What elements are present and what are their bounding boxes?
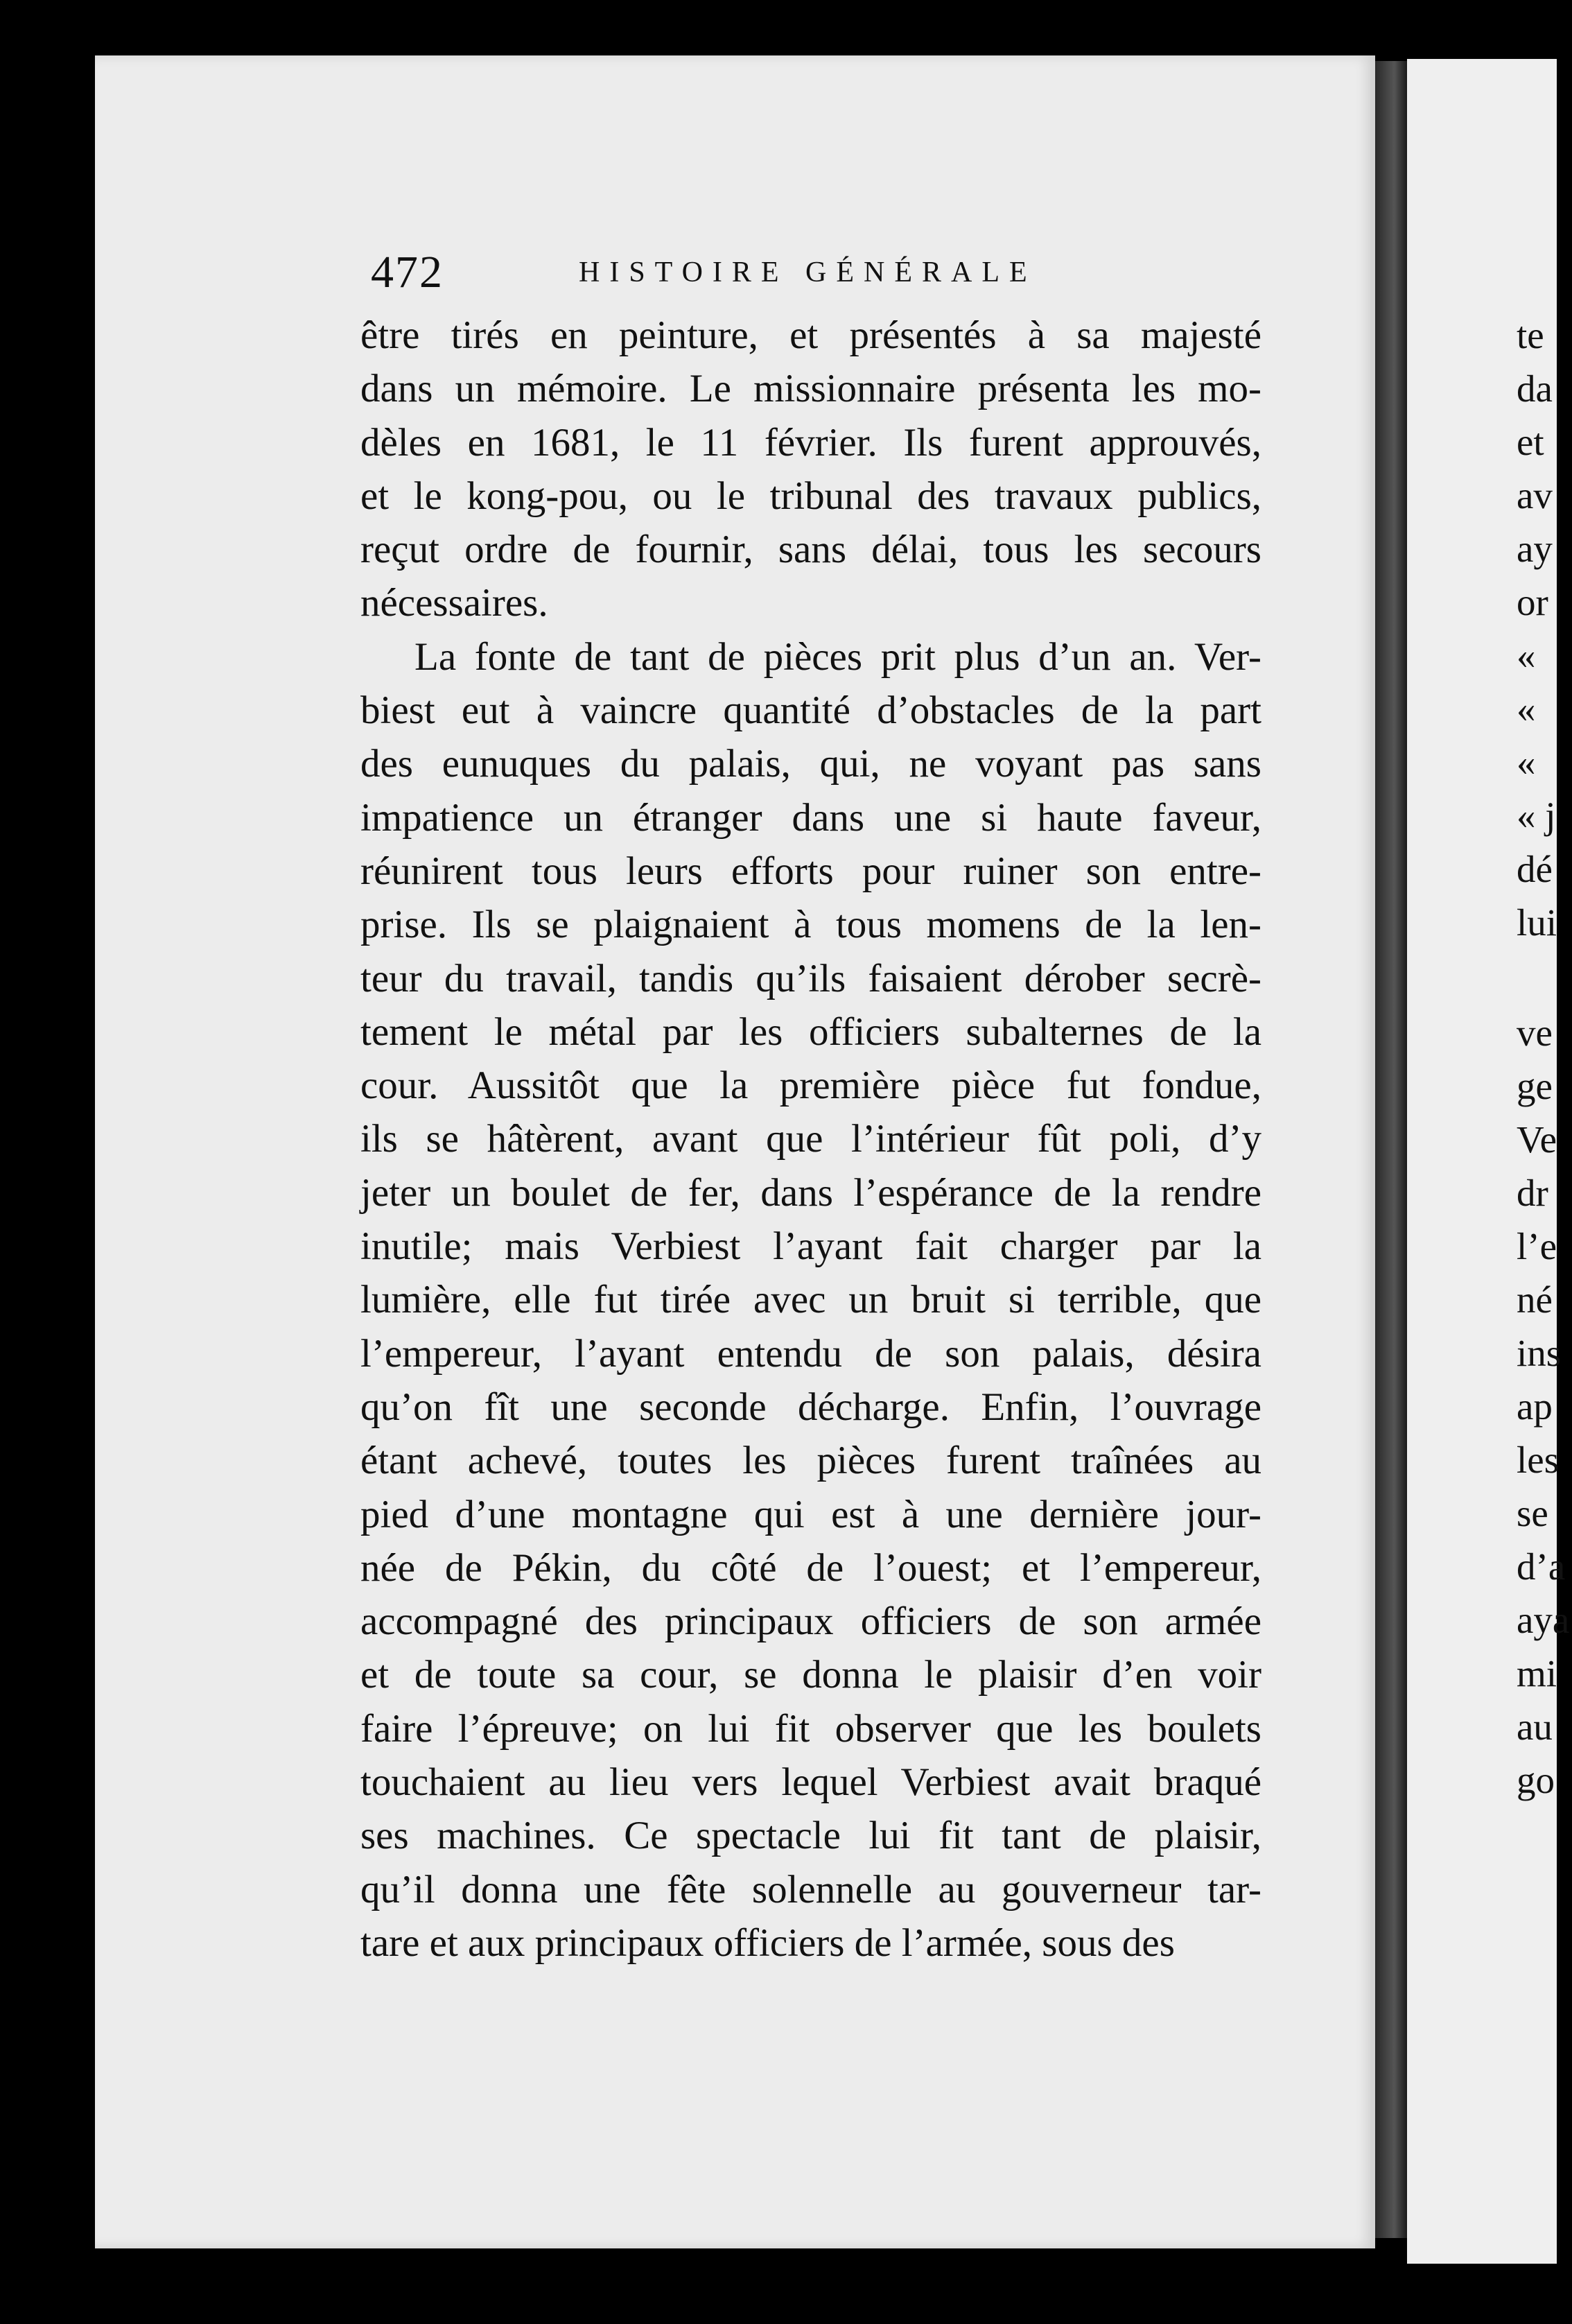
text-line: nécessaires. xyxy=(360,581,548,625)
text-line: être tirés en peinture, et présentés à sa majesté xyxy=(360,313,1261,357)
facing-page-fragment: go xyxy=(1517,1759,1555,1801)
body-text xyxy=(360,309,1261,1970)
page-header xyxy=(371,246,1099,295)
text-line: réunirent tous leurs efforts pour ruiner son entre- xyxy=(360,849,1261,893)
text-line: ils se hâtèrent, avant que l’intérieur fût poli, d’y xyxy=(360,1117,1261,1161)
facing-page-fragment: lui xyxy=(1517,901,1557,944)
text-line: impatience un étranger dans une si haute faveur, xyxy=(360,795,1261,840)
facing-page-fragment: « xyxy=(1517,688,1536,730)
text-line: faire l’épreuve; on lui fit observer que les boulets xyxy=(360,1706,1261,1751)
facing-page-fragment: « j xyxy=(1517,795,1556,837)
facing-page-fragment: mi xyxy=(1517,1652,1557,1694)
facing-page-fragment: et xyxy=(1517,421,1544,463)
text-line: et le kong-pou, ou le tribunal des travaux publics, xyxy=(360,474,1261,518)
text-line: ses machines. Ce spectacle lui fit tant de plaisir, xyxy=(360,1814,1261,1858)
facing-page-fragment: ap xyxy=(1517,1385,1553,1428)
facing-page-fragment: te xyxy=(1517,314,1544,356)
text-line: tement le métal par les officiers subalternes de la xyxy=(360,1009,1261,1054)
facing-page-fragment: ins xyxy=(1517,1332,1562,1374)
facing-page-fragment: l’e xyxy=(1517,1225,1557,1267)
text-line: cour. Aussitôt que la première pièce fut fondue, xyxy=(360,1064,1261,1108)
facing-page-fragment: ay xyxy=(1517,528,1553,570)
facing-page-fragment: da xyxy=(1517,367,1553,410)
text-line: et de toute sa cour, se donna le plaisir d’en voir xyxy=(360,1653,1261,1697)
text-line: prise. Ils se plaignaient à tous momens de la len- xyxy=(360,903,1261,947)
text-line: lumière, elle fut tirée avec un bruit si terrible, que xyxy=(360,1278,1261,1322)
text-line: dans un mémoire. Le missionnaire présenta les mo- xyxy=(360,367,1261,411)
facing-page-fragment: au xyxy=(1517,1706,1553,1748)
text-line: dèles en 1681, le 11 février. Ils furent approuvés, xyxy=(360,420,1261,465)
text-line: qu’il donna une fête solennelle au gouverneur tar- xyxy=(360,1867,1261,1911)
text-line: étant achevé, toutes les pièces furent traînées au xyxy=(360,1439,1261,1483)
page-number: 472 xyxy=(371,247,444,297)
text-line: biest eut à vaincre quantité d’obstacles de la part xyxy=(360,688,1261,733)
facing-page-fragment: né xyxy=(1517,1278,1553,1321)
text-line: jeter un boulet de fer, dans l’espérance de la rendre xyxy=(360,1170,1261,1215)
facing-page-fragment: av xyxy=(1517,474,1553,517)
facing-page-fragment: dé xyxy=(1517,848,1553,890)
facing-page-fragment: se xyxy=(1517,1492,1548,1534)
facing-page-fragment: or xyxy=(1517,581,1548,623)
facing-page-fragment: aya xyxy=(1517,1599,1570,1641)
facing-page-fragment: dr xyxy=(1517,1172,1548,1214)
text-line: l’empereur, l’ayant entendu de son palais, désira xyxy=(360,1331,1261,1376)
facing-page-fragment: Ve xyxy=(1517,1118,1557,1161)
text-line: née de Pékin, du côté de l’ouest; et l’empereur, xyxy=(360,1545,1261,1590)
text-line: qu’on fît une seconde décharge. Enfin, l’ouvrage xyxy=(360,1385,1261,1429)
running-title: HISTOIRE GÉNÉRALE xyxy=(579,257,1037,288)
facing-page-fragment: « xyxy=(1517,634,1536,677)
text-line: teur du travail, tandis qu’ils faisaient dérober secrè- xyxy=(360,956,1261,1000)
text-line: La fonte de tant de pièces prit plus d’un an. Ver- xyxy=(414,634,1261,679)
text-line: pied d’une montagne qui est à une dernière jour- xyxy=(360,1492,1261,1536)
facing-page-fragment: ge xyxy=(1517,1065,1553,1107)
text-line: tare et aux principaux officiers de l’armée, sous des xyxy=(360,1920,1175,1965)
text-line: touchaient au lieu vers lequel Verbiest avait braqué xyxy=(360,1760,1261,1805)
text-line: inutile; mais Verbiest l’ayant fait charger par la xyxy=(360,1224,1261,1269)
facing-page-fragment: d’a xyxy=(1517,1545,1566,1588)
facing-page-fragment: « xyxy=(1517,741,1536,783)
facing-page-fragment: ve xyxy=(1517,1012,1553,1054)
book-gutter xyxy=(1375,61,1407,2238)
text-line: des eunuques du palais, qui, ne voyant pas sans xyxy=(360,742,1261,786)
text-line: accompagné des principaux officiers de son armée xyxy=(360,1599,1261,1644)
facing-page-fragment: les xyxy=(1517,1439,1560,1481)
text-line: reçut ordre de fournir, sans délai, tous les secours xyxy=(360,528,1261,572)
